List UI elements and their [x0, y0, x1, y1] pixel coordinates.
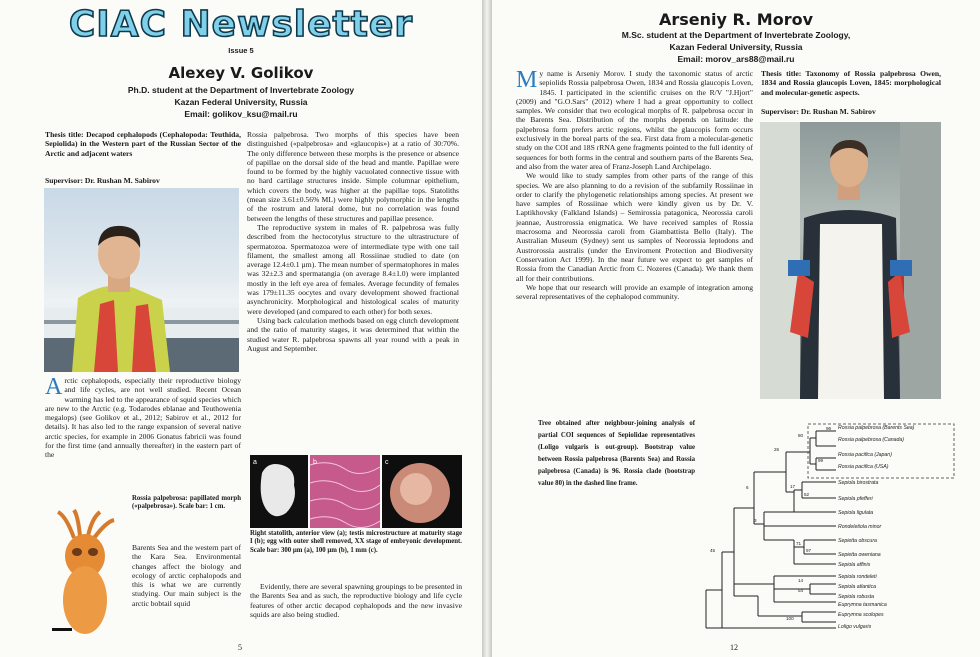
- microscopy-figure: [250, 455, 462, 528]
- morov-university: Kazan Federal University, Russia: [669, 42, 803, 52]
- bootstrap-label: 80: [798, 433, 804, 438]
- taxon-label: Euprymna scolopes: [838, 612, 884, 618]
- newsletter-page-left: [0, 0, 482, 657]
- taxon-label: Rondeletiola minor: [838, 524, 882, 530]
- squid-photo: [44, 508, 126, 638]
- taxon-label: Rossia palpebrosa (Canada): [838, 437, 905, 443]
- bootstrap-label: 97: [806, 548, 812, 553]
- bootstrap-label: 71: [796, 541, 802, 546]
- bootstrap-label: 54: [798, 588, 804, 593]
- taxon-label: Sepiola robusta: [838, 594, 875, 600]
- newsletter-masthead: CIAC Newsletter: [68, 4, 414, 45]
- taxon-label: Rossia pacifica (USA): [838, 464, 889, 470]
- barents-text: Barents Sea and the western part of the Kara Sea. Environmental changes affect the biology and ecology of arctic cephalopods and this is what we are currently studying. Our main subject is the arctic bobtail squid: [132, 543, 241, 608]
- taxon-label: Sepiola pfefferi: [838, 496, 873, 502]
- morov-thesis: Thesis title: Taxonomy of Rossia palpebrosa Owen, 1834 and Rossia glaucopis Loven, 1845: morphological and molecular-genetic aspects.: [761, 69, 941, 97]
- squid-caption: Rossia palpebrosa: papillated morph («palpebrosa»). Scale bar: 1 cm.: [132, 495, 241, 511]
- taxon-label: Sepiola ligulata: [838, 510, 874, 516]
- col2-paragraph-4-text: Evidently, there are several spawning groupings to be presented in the Barents Sea and as such, the reproductive biology and life cycle features of other arctic decapod cephalopods and the new invasive squids are also being studied.: [250, 582, 462, 619]
- bootstrap-label: 14: [798, 578, 804, 583]
- bootstrap-label: 17: [790, 484, 796, 489]
- author-name-golikov: Alexey V. Golikov: [168, 64, 314, 82]
- morov-email: Email: morov_ars88@mail.ru: [677, 54, 795, 64]
- intro-text: rctic cephalopods, especially their reproductive biology and life cycles, are not well studied. Recent Ocean warming has led to the appearance of squid species which are new to the Arctic (e.g. Todarodes eblanae and Teuthowenia megalops) (see Golikov et al., 2012; Sabirov et al., 2012 for details). It has also led to the range expansion of several native arctic species, for example in 2006 Gonatus fabricii was found for the first time (and annually thereafter) in the eastern part of the: [45, 376, 241, 460]
- col2-paragraph-1: Rossia palpebrosa. Two morphs of this species have been distinguished («palpebrosa» and «glaucopis») at a ratio of 30:70%. The only difference between these morphs is the presence or absence of papillae on the dorsal side of the head and mantle. Papillae were found to be formed by the highly vacuolated connective tissue with no hard cartilage structures inside. Simple columnar epithelium, which covers the body, was higher at the papillae tops. Statoliths (mean size 3.61±0.56% ML) were highly polymorphic in the lengths of the rostrum and lateral dome, but no correlation was found between the lengths of these structures and papillae presence.: [247, 130, 459, 223]
- morov-paragraph-3: We hope that our research will provide an example of integration among several representatives of the cephalopod community.: [516, 282, 753, 302]
- author-university: Kazan Federal University, Russia: [174, 97, 308, 107]
- morov-position: M.Sc. student at the Department of Invertebrate Zoology,: [621, 30, 851, 40]
- morov-paragraph-2: We would like to study samples from other parts of the range of this species. We are also planning to do a revision of the subfamily Rossiinae in order to clarify the phylogenetic relationships among species. At present we have samples of Rossiinae which were kindly given us by Dr. V. Laptikhovsky (Falkland Islands) – Semirossia patagonica, Neorossia caroli jeannae, Austrorossia enigmatica. We have received samples of Rossia macrosoma and Neorossia caroli from Giambattista Bello (Italy). The Australian Museum (Sydney) sent us samples of Neorossia leptodons and Austrorossia australis (under the Enviroment Protection and Biodiversity Conservation Act 1999). In the near future we expect to get samples of Rossia from the Canadian Arctic from C. Nozeres (Canada). We thank them all for their contributions.: [516, 171, 753, 283]
- micro-label-c: c: [385, 459, 389, 466]
- taxon-label: Loligo vulgaris: [838, 624, 872, 630]
- golikov-photo: [44, 188, 239, 372]
- author-position: Ph.D. student at the Department of Invertebrate Zoology: [127, 85, 355, 95]
- taxon-label: Sepiola birostrata: [838, 480, 879, 486]
- bootstrap-label: 45: [710, 548, 716, 553]
- thesis-title: Thesis title: Decapod cephalopods (Cephalopoda: Teuthida, Sepiolida) in the Western part of the Russian Sector of the Arctic and adjacent waters: [45, 130, 241, 158]
- microscopy-caption: Right statolith, anterior view (a); testis microstructure at maturity stage I (b); egg with outer shell removed, XX stage of embryonic development. Scale bar: 300 µm (a), 100 µm (b), 1 mm (c).: [250, 530, 462, 554]
- col2-paragraph-4: [250, 582, 462, 619]
- taxon-label: Euprymna tasmanica: [838, 602, 887, 608]
- taxon-label: Rossia pacifica (Japan): [838, 452, 892, 458]
- morov-photo: [760, 122, 941, 399]
- bootstrap-label: 100: [786, 616, 794, 621]
- col2-paragraph-3: Using back calculation methods based on egg clutch development and the ratio of maturity stages, it was determined that within the studied water R. palpebrosa spawns all year round with a peak in August and September.: [247, 315, 459, 353]
- golikov-intro: [45, 376, 241, 460]
- taxon-label: Sepiola rondeleti: [838, 574, 877, 580]
- bootstrap-label: 3: [754, 518, 757, 523]
- intro-drop-cap: A: [45, 374, 63, 400]
- morov-body-text: [516, 69, 753, 301]
- issue-number: Issue 5: [228, 46, 254, 55]
- morov-paragraph-1: y name is Arseniy Morov. I study the taxonomic status of arctic sepiolids Rossia palpebrosa Owen, 1834 and Rossia glaucopis Loven, 1845. I participated in the scientific cruises on the R/V "J.Hjort" (2009) and "G.O.Sars" (2012) where I had a great opportunity to collect samples. We consider that two ecological morphs of R. palpebrosa occur in the Barents Sea. Distribution of the morphs depends on latitude: the palpebrosa form prefers arctic regions, whilst the glaucopis form occurs exclusively in the boreal parts of the sea. First data from a molecular-genetic study on the COI and 18S rRNA gene fragments pointed to the full identity of sequences for both forms in the central and southern parts of the Barents Sea, and also from the water area of Franz-Joseph Land Archipelago.: [516, 69, 753, 171]
- taxon-label: Sepiola affinis: [838, 562, 871, 568]
- micro-label-b: b: [313, 459, 317, 466]
- page-number-right: 12: [730, 643, 738, 652]
- bootstrap-label: 6: [746, 485, 749, 490]
- author-email: Email: golikov_ksu@mail.ru: [184, 109, 298, 119]
- column-two-text: [247, 130, 459, 353]
- bootstrap-label: 26: [774, 447, 780, 452]
- newsletter-page-right: [492, 0, 980, 657]
- page-number-left: 5: [238, 643, 242, 652]
- taxon-label: Sepietta obscura: [838, 538, 877, 544]
- morov-drop-cap: M: [516, 67, 538, 93]
- book-gutter: [482, 0, 492, 657]
- tree-taxa: [838, 425, 915, 630]
- morov-supervisor: Supervisor: Dr. Rushan M. Sabirov: [761, 107, 876, 116]
- author-name-morov: Arseniy R. Morov: [658, 10, 813, 29]
- col2-paragraph-2: The reproductive system in males of R. palpebrosa was fully described from the hectocotylus structure to the ultrastructure of spermatozoa. Spermatozoa were of intermediate type with one tail filament, the smallest among all Rossiinae studied to date (on average 12.4±0.1 µm). The mean number of spermatophores in males was 32±2.3 and spermatangia (on average 8.4±1.0) were implanted mostly in the left eye area of females. Average fecundity of females was 179±11.35 oocytes and ovary development showed fractional asynchronicity. Morphological and histological scales of maturity were developed (and compared to each other) for both sexes.: [247, 222, 459, 316]
- golikov-portrait-drawing: [44, 188, 239, 372]
- bootstrap-label: 52: [804, 492, 810, 497]
- microscopy-panels: [250, 455, 462, 528]
- tree-branches: [706, 431, 836, 628]
- bootstrap-label: 99: [818, 458, 824, 463]
- bootstrap-label: 96: [826, 426, 832, 431]
- tree-caption: Tree obtained after neighbour-joining analysis of partial COI sequences of Sepiolidae representatives (Loligo vulgaris is out-group). Bootstrap value between Rossia palpebrosa (Barents Sea) and Rossia palpebrosa (Canada) is 96. Rossia clade (bootstrap value 80) in the dashed line frame.: [538, 420, 695, 487]
- supervisor: Supervisor: Dr. Rushan M. Sabirov: [45, 176, 160, 185]
- taxon-label: Sepietta oweniana: [838, 552, 881, 558]
- phylogenetic-tree: [698, 416, 968, 630]
- bootstrap-values: [710, 426, 832, 621]
- morov-portrait-drawing: [760, 122, 941, 399]
- squid-drawing: [44, 508, 126, 638]
- micro-label-a: a: [253, 459, 257, 466]
- taxon-label: Rossia palpebrosa (Barents Sea): [838, 425, 915, 431]
- taxon-label: Sepiola atlantica: [838, 584, 877, 590]
